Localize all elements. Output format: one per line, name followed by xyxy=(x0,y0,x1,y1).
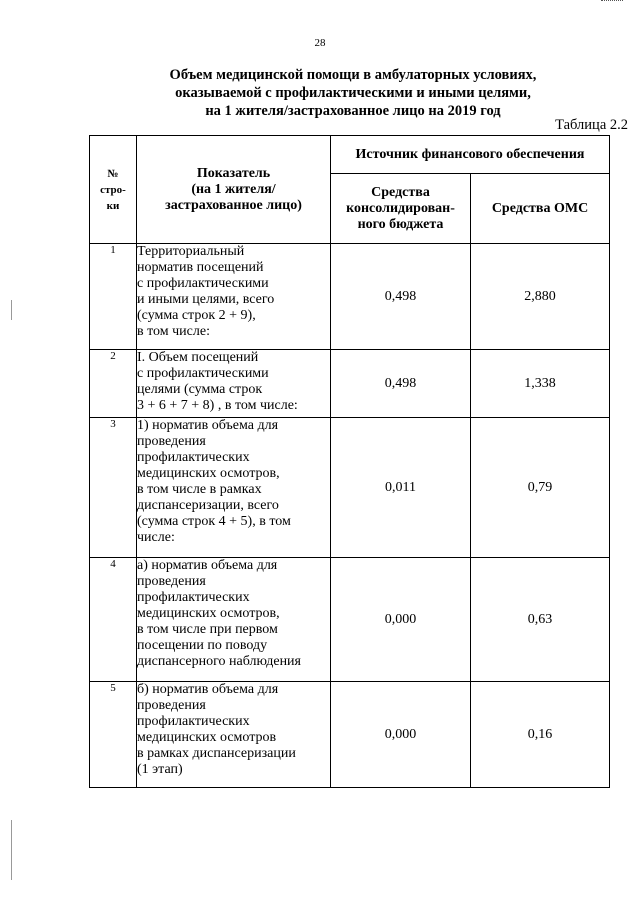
table-row xyxy=(90,350,610,418)
page-number: 28 xyxy=(314,37,326,49)
volume-table xyxy=(89,135,610,788)
row-indicator: а) норматив объема для проведения профилактических медицинских осмотров, в том числе при первом посещении по поводу диспансерного наблюдения xyxy=(137,558,331,682)
table-row xyxy=(90,558,610,682)
oms-value: 0,63 xyxy=(471,558,610,682)
row-indicator: Территориальный норматив посещений с профилактическими и иными целями, всего (сумма строк 2 + 9), в том числе: xyxy=(137,244,331,350)
scan-margin-mark xyxy=(11,820,12,880)
budget-value: 0,000 xyxy=(331,558,471,682)
table-row xyxy=(90,682,610,788)
row-number: 5 xyxy=(90,682,137,788)
row-indicator: 1) норматив объема для проведения профилактических медицинских осмотров, в том числе в рамках диспансеризации, всего (сумма строк 4 + 5), в том числе: xyxy=(137,418,331,558)
header-funding-source: Источник финансового обеспечения xyxy=(331,136,610,174)
row-number: 1 xyxy=(90,244,137,350)
budget-value: 0,498 xyxy=(331,350,471,418)
row-number: 3 xyxy=(90,418,137,558)
scan-margin-mark xyxy=(11,300,12,320)
title-line: на 1 жителя/застрахованное лицо на 2019 год xyxy=(205,103,501,119)
oms-value: 1,338 xyxy=(471,350,610,418)
budget-value: 0,000 xyxy=(331,682,471,788)
header-budget-funds: Средства консолидирован- ного бюджета xyxy=(331,174,471,244)
header-row-number: № стро- ки xyxy=(90,136,137,244)
oms-value: 0,79 xyxy=(471,418,610,558)
table-row xyxy=(90,418,610,558)
document-title xyxy=(0,66,640,120)
table-label: Таблица 2.2 xyxy=(555,117,628,133)
oms-value: 2,880 xyxy=(471,244,610,350)
scan-edge-mark xyxy=(601,0,623,1)
header-oms-funds: Средства ОМС xyxy=(471,174,610,244)
budget-value: 0,498 xyxy=(331,244,471,350)
row-number: 2 xyxy=(90,350,137,418)
row-indicator: I. Объем посещений с профилактическими целями (сумма строк 3 + 6 + 7 + 8) , в том числе: xyxy=(137,350,331,418)
table-row xyxy=(90,244,610,350)
row-number: 4 xyxy=(90,558,137,682)
budget-value: 0,011 xyxy=(331,418,471,558)
oms-value: 0,16 xyxy=(471,682,610,788)
header-indicator: Показатель (на 1 жителя/ застрахованное лицо) xyxy=(137,136,331,244)
row-indicator: б) норматив объема для проведения профилактических медицинских осмотров в рамках диспансеризации (1 этап) xyxy=(137,682,331,788)
title-line: Объем медицинской помощи в амбулаторных условиях, xyxy=(169,67,537,83)
title-line: оказываемой с профилактическими и иными целями, xyxy=(175,85,531,101)
